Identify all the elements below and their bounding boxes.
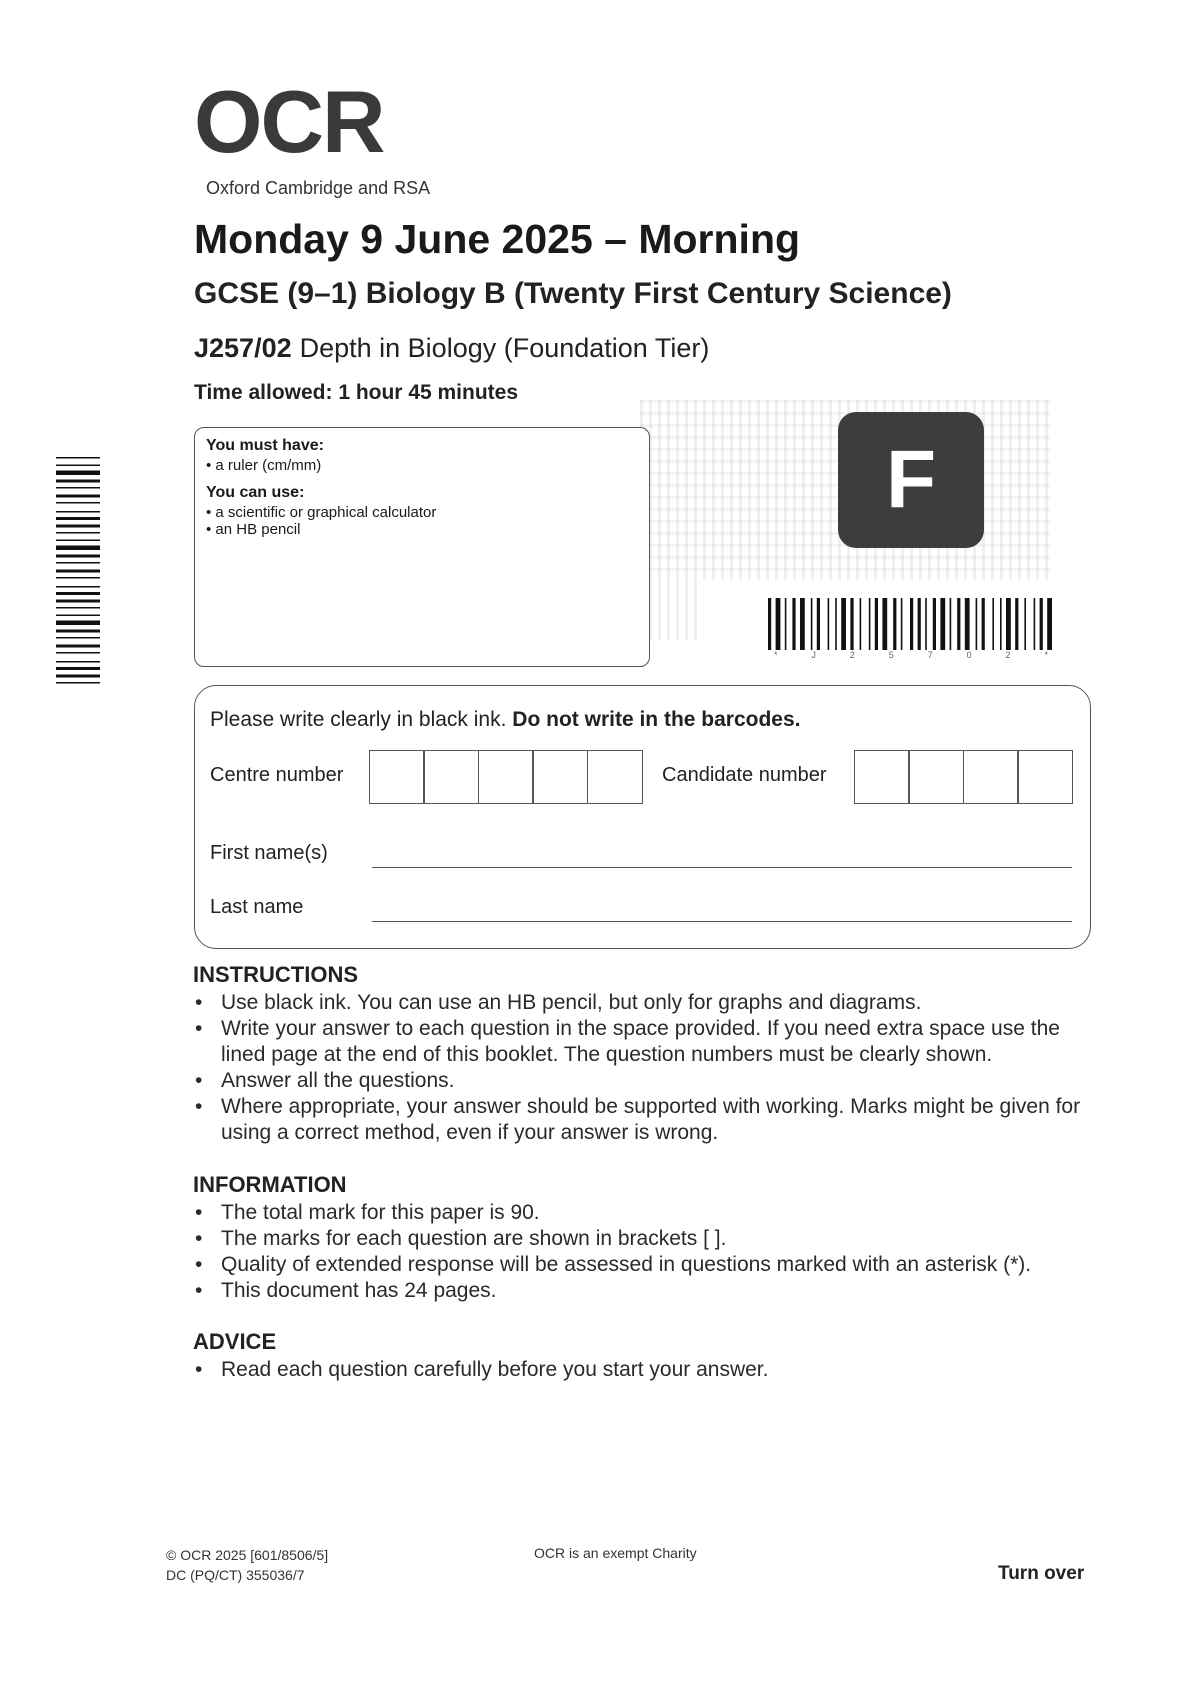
side-barcode-bar [56, 511, 100, 513]
side-barcode-bar [56, 555, 100, 558]
barcode-bar [850, 598, 853, 650]
instruction-item: • Where appropriate, your answer should be supported with working. Marks might be given for using a correct method, even if your answer is wrong. [193, 1094, 1093, 1146]
centre-number-cell[interactable] [478, 750, 534, 804]
instruction-item: • Use black ink. You can use an HB pencil, but only for graphs and diagrams. [193, 990, 1093, 1016]
barcode-bar [828, 598, 830, 650]
barcode-bar [1015, 598, 1018, 650]
side-barcode-bar [56, 645, 100, 648]
barcode-digit: * [774, 650, 778, 660]
information-item: • The total mark for this paper is 90. [193, 1200, 1093, 1226]
side-barcode-bar [56, 487, 100, 489]
candidate-number-cell[interactable] [1017, 750, 1073, 804]
footer-charity: OCR is an exempt Charity [534, 1545, 697, 1561]
barcode-bar [1034, 598, 1036, 650]
side-barcode-bar [56, 586, 100, 588]
centre-number-cell[interactable] [423, 750, 479, 804]
paper-title: Depth in Biology (Foundation Tier) [299, 333, 710, 363]
information-list [193, 1200, 1093, 1304]
turn-over-label: Turn over [998, 1563, 1085, 1584]
first-name-label: First name(s) [210, 842, 328, 864]
barcode-bar [1040, 598, 1043, 650]
barcode-bar [950, 598, 952, 650]
barcode-digit: 5 [888, 650, 894, 660]
side-barcode-bar [56, 562, 100, 564]
candidate-instruction-bold: Do not write in the barcodes. [512, 708, 801, 731]
side-barcode-bar [56, 457, 100, 459]
side-barcode-bar [56, 675, 100, 678]
barcode-digit: 2 [849, 650, 855, 660]
can-use-item: • a scientific or graphical calculator [206, 504, 639, 521]
barcode-bar [940, 598, 945, 650]
information-item: • This document has 24 pages. [193, 1278, 1093, 1304]
side-barcode-bar [56, 652, 100, 654]
ocr-logo-subtitle: Oxford Cambridge and RSA [206, 178, 431, 198]
barcode-bar [893, 598, 896, 650]
barcode-digits [766, 650, 1056, 660]
barcode-bar [957, 598, 960, 650]
side-barcode-bar [56, 682, 100, 684]
must-have-item: • a ruler (cm/mm) [206, 457, 639, 474]
barcode-bar [776, 598, 781, 650]
candidate-number-cell[interactable] [908, 750, 964, 804]
information-section [193, 1172, 1093, 1304]
barcode-bar [792, 598, 795, 650]
side-barcode-bar [56, 630, 100, 633]
barcode-bar [925, 598, 927, 650]
barcode-bar [992, 598, 994, 650]
barcode-bar [1006, 598, 1011, 650]
side-barcode-bar [56, 661, 100, 663]
side-barcode-bar [56, 480, 100, 483]
centre-number-cell[interactable] [369, 750, 425, 804]
side-barcode-bar [56, 532, 100, 534]
candidate-number-label: Candidate number [662, 764, 827, 786]
barcode-digit: * [1044, 650, 1048, 660]
barcode-digit: 0 [966, 650, 972, 660]
barcode-digit: 7 [927, 650, 933, 660]
side-barcode-bar [56, 517, 100, 520]
candidate-number-cell[interactable] [854, 750, 910, 804]
instructions-heading: INSTRUCTIONS [193, 962, 358, 987]
instructions-list [193, 990, 1093, 1146]
ocr-logo: OCR [194, 72, 384, 171]
must-have-list [206, 457, 639, 474]
can-use-list [206, 504, 639, 538]
candidate-instruction [210, 708, 801, 732]
information-item: • The marks for each question are shown in brackets [ ]. [193, 1226, 1093, 1252]
side-barcode-bar [56, 600, 100, 603]
barcode-bar [811, 598, 813, 650]
barcode-bar [965, 598, 970, 650]
barcode-bar [785, 598, 787, 650]
side-barcode-bar [56, 577, 100, 579]
paper-code: J257/02 [194, 333, 292, 363]
footer-copyright [166, 1545, 328, 1585]
candidate-instruction-plain: Please write clearly in black ink. [210, 708, 507, 731]
side-barcode-bar [56, 667, 100, 670]
centre-number-cell[interactable] [532, 750, 588, 804]
side-barcode-bar [56, 570, 100, 573]
barcode-bar [860, 598, 862, 650]
instruction-item: • Write your answer to each question in the space provided. If you need extra space use the lined page at the end of this booklet. The question numbers must be clearly shown. [193, 1016, 1093, 1068]
can-use-heading: You can use: [206, 484, 305, 501]
tier-badge: F [838, 412, 984, 548]
barcode-bar [835, 598, 837, 650]
barcode-icon [766, 598, 1056, 650]
barcode-bar [841, 598, 846, 650]
exam-date: Monday 9 June 2025 – Morning [194, 216, 801, 262]
side-barcode-bar [56, 615, 100, 617]
barcode-bar [976, 598, 978, 650]
side-barcode-bar [56, 637, 100, 639]
side-barcode-bar [56, 607, 100, 609]
barcode-bar [875, 598, 878, 650]
barcode-bar [1000, 598, 1002, 650]
side-barcode-bar [56, 502, 100, 504]
centre-number-field[interactable] [370, 750, 643, 804]
instruction-item: • Answer all the questions. [193, 1068, 1093, 1094]
requirements-box [194, 427, 650, 667]
centre-number-label: Centre number [210, 764, 344, 786]
candidate-number-field[interactable] [855, 750, 1073, 804]
side-barcode-bar [56, 540, 100, 542]
advice-heading: ADVICE [193, 1329, 277, 1354]
first-name-field[interactable] [372, 867, 1072, 868]
centre-number-cell[interactable] [587, 750, 643, 804]
barcode-bar [869, 598, 871, 650]
barcode-bar [982, 598, 985, 650]
side-barcode-bar [56, 495, 100, 498]
side-barcode-bar [56, 621, 100, 626]
barcode-bar [1047, 598, 1052, 650]
barcode-bar [918, 598, 921, 650]
barcode-bar [910, 598, 913, 650]
footer-reference: DC (PQ/CT) 355036/7 [166, 1567, 305, 1583]
advice-list [193, 1357, 1093, 1383]
instructions-section [193, 962, 1093, 1146]
barcode-bar [768, 598, 771, 650]
side-barcode-bar [56, 592, 100, 595]
side-barcode-bar [56, 471, 100, 476]
side-barcode-bar [56, 525, 100, 528]
barcode-digit: 2 [1005, 650, 1011, 660]
time-allowed: Time allowed: 1 hour 45 minutes [194, 381, 519, 404]
paper-line [194, 333, 709, 364]
information-item: • Quality of extended response will be assessed in questions marked with an asterisk (*). [193, 1252, 1093, 1278]
barcode-bar [933, 598, 936, 650]
barcode-bar [1024, 598, 1026, 650]
barcode-bar [882, 598, 887, 650]
footer-copyright-line: © OCR 2025 [601/8506/5] [166, 1547, 329, 1563]
must-have-heading: You must have: [206, 437, 324, 454]
last-name-field[interactable] [372, 921, 1072, 922]
side-barcode-bar [56, 465, 100, 467]
barcode-digit: J [811, 650, 816, 660]
can-use-item: • an HB pencil [206, 521, 639, 538]
barcode-bar [901, 598, 903, 650]
advice-section [193, 1329, 1093, 1383]
information-heading: INFORMATION [193, 1172, 347, 1197]
barcode-bar [800, 598, 805, 650]
last-name-label: Last name [210, 896, 304, 918]
side-barcode-bar [56, 546, 100, 551]
qualification-title: GCSE (9–1) Biology B (Twenty First Century Science) [194, 277, 952, 310]
side-barcode-icon [56, 455, 100, 685]
candidate-number-cell[interactable] [963, 750, 1019, 804]
advice-item: • Read each question carefully before you start your answer. [193, 1357, 1093, 1383]
barcode-bar [817, 598, 820, 650]
